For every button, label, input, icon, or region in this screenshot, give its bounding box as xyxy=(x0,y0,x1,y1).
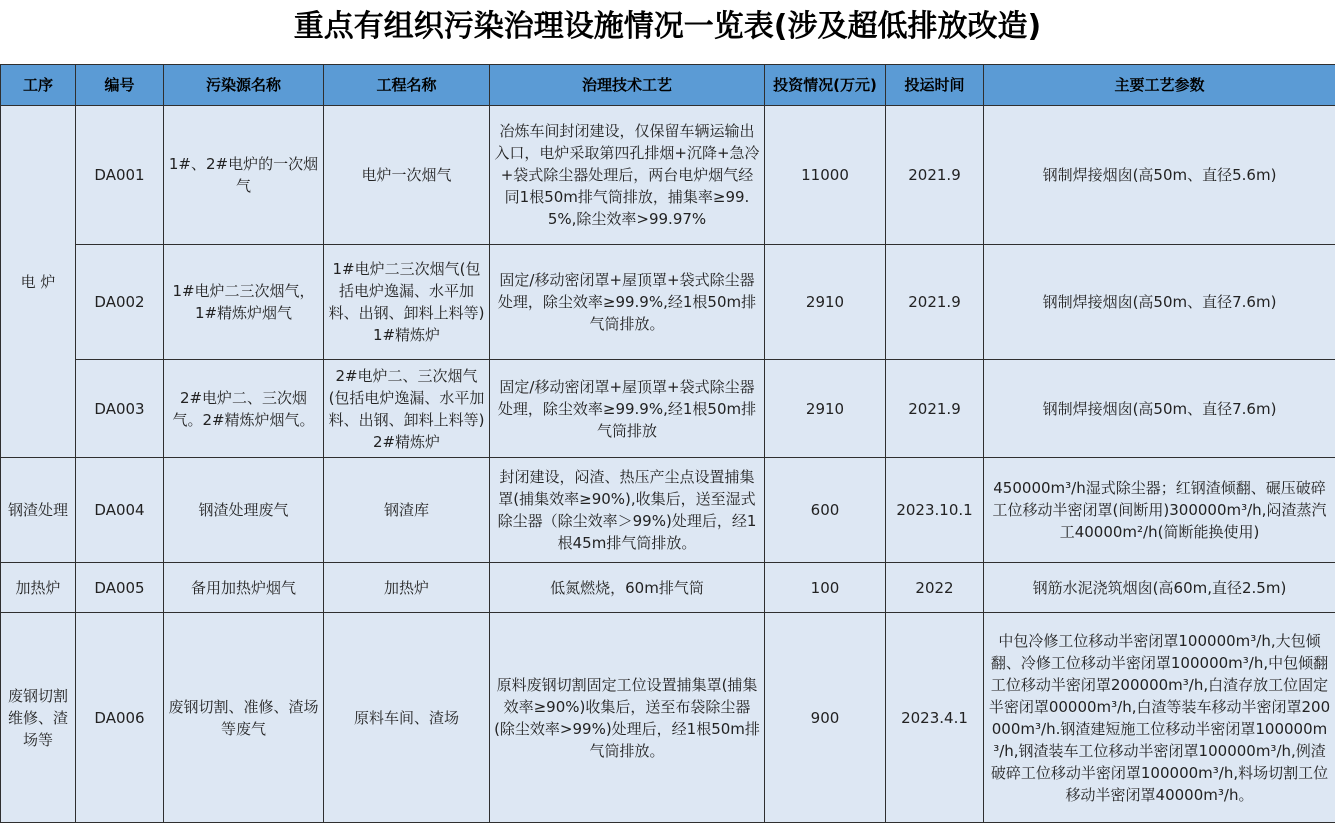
tech-cell: 固定/移动密闭罩+屋顶罩+袋式除尘器处理，除尘效率≥99.9%,经1根50m排气筒排放 xyxy=(490,360,765,458)
project-cell: 原料车间、渣场 xyxy=(324,613,490,823)
project-cell: 钢渣库 xyxy=(324,458,490,563)
params-cell: 450000m³/h湿式除尘器；红钢渣倾翻、碾压破碎工位移动半密闭罩(间断用)300000m³/h,闷渣蒸汽工40000m²/h(简断能换使用) xyxy=(984,458,1335,563)
header-process: 工序 xyxy=(1,65,76,106)
tech-cell: 封闭建设，闷渣、热压产尘点设置捕集罩(捕集效率≥90%),收集后，送至湿式除尘器（除尘效率＞99%)处理后，经1根45m排气筒排放。 xyxy=(490,458,765,563)
invest-cell: 900 xyxy=(765,613,886,823)
date-cell: 2023.10.1 xyxy=(886,458,984,563)
project-cell: 1#电炉二三次烟气(包括电炉逸漏、水平加料、出钢、卸料上料等)1#精炼炉 xyxy=(324,245,490,360)
tech-cell: 冶炼车间封闭建设，仅保留车辆运输出入口，电炉采取第四孔排烟+沉降+急冷+袋式除尘器处理后，两台电炉烟气经同1根50m排气筒排放，捕集率≥99.5%,除尘效率>99.97% xyxy=(490,106,765,245)
header-invest: 投资情况(万元) xyxy=(765,65,886,106)
code-cell: DA002 xyxy=(76,245,164,360)
process-cell: 加热炉 xyxy=(1,563,76,613)
source-cell: 钢渣处理废气 xyxy=(164,458,324,563)
params-cell: 钢制焊接烟囱(高50m、直径7.6m) xyxy=(984,245,1335,360)
invest-cell: 100 xyxy=(765,563,886,613)
header-date: 投运时间 xyxy=(886,65,984,106)
tech-cell: 原料废钢切割固定工位设置捕集罩(捕集效率≥90%)收集后，送至布袋除尘器(除尘效率>99%)处理后，经1根50m排气筒排放。 xyxy=(490,613,765,823)
params-cell: 中包冷修工位移动半密闭罩100000m³/h,大包倾翻、冷修工位移动半密闭罩100000m³/h,中包倾翻工位移动半密闭罩200000m³/h,白渣存放工位固定半密闭罩00000m³/h,白渣等装车移动半密闭罩200000m³/h.钢渣建短施工位移动半密闭罩100000m³/h,钢渣装车工位移动半密闭罩100000m³/h,例渣破碎工位移动半密闭罩100000m³/h,料场切割工位移动半密闭罩40000m³/h。 xyxy=(984,613,1335,823)
tech-cell: 低氮燃烧，60m排气筒 xyxy=(490,563,765,613)
params-cell: 钢制焊接烟囱(高50m、直径5.6m) xyxy=(984,106,1335,245)
process-cell: 废钢切割维修、渣场等 xyxy=(1,613,76,823)
date-cell: 2021.9 xyxy=(886,360,984,458)
project-cell: 加热炉 xyxy=(324,563,490,613)
page-title: 重点有组织污染治理设施情况一览表(涉及超低排放改造) xyxy=(0,0,1335,64)
process-cell: 电 炉 xyxy=(1,106,76,458)
code-cell: DA003 xyxy=(76,360,164,458)
code-cell: DA006 xyxy=(76,613,164,823)
facility-table xyxy=(0,64,1335,823)
source-cell: 废钢切割、准修、渣场等废气 xyxy=(164,613,324,823)
code-cell: DA004 xyxy=(76,458,164,563)
date-cell: 2021.9 xyxy=(886,245,984,360)
project-cell: 电炉一次烟气 xyxy=(324,106,490,245)
header-code: 编号 xyxy=(76,65,164,106)
invest-cell: 600 xyxy=(765,458,886,563)
table-row xyxy=(1,106,1335,245)
process-cell: 钢渣处理 xyxy=(1,458,76,563)
header-row xyxy=(1,65,1335,106)
table-row xyxy=(1,563,1335,613)
source-cell: 1#、2#电炉的一次烟气 xyxy=(164,106,324,245)
date-cell: 2021.9 xyxy=(886,106,984,245)
params-cell: 钢筋水泥浇筑烟囱(高60m,直径2.5m) xyxy=(984,563,1335,613)
invest-cell: 2910 xyxy=(765,360,886,458)
date-cell: 2023.4.1 xyxy=(886,613,984,823)
tech-cell: 固定/移动密闭罩+屋顶罩+袋式除尘器处理，除尘效率≥99.9%,经1根50m排气筒排放。 xyxy=(490,245,765,360)
header-source: 污染源名称 xyxy=(164,65,324,106)
header-tech: 治理技术工艺 xyxy=(490,65,765,106)
invest-cell: 2910 xyxy=(765,245,886,360)
table-row xyxy=(1,458,1335,563)
code-cell: DA005 xyxy=(76,563,164,613)
table-row xyxy=(1,245,1335,360)
source-cell: 1#电炉二三次烟气，1#精炼炉烟气 xyxy=(164,245,324,360)
date-cell: 2022 xyxy=(886,563,984,613)
project-cell: 2#电炉二、三次烟气(包括电炉逸漏、水平加料、出钢、卸料上料等)2#精炼炉 xyxy=(324,360,490,458)
header-params: 主要工艺参数 xyxy=(984,65,1335,106)
params-cell: 钢制焊接烟囱(高50m、直径7.6m) xyxy=(984,360,1335,458)
table-row xyxy=(1,613,1335,823)
code-cell: DA001 xyxy=(76,106,164,245)
invest-cell: 11000 xyxy=(765,106,886,245)
header-project: 工程名称 xyxy=(324,65,490,106)
source-cell: 2#电炉二、三次烟气。2#精炼炉烟气。 xyxy=(164,360,324,458)
source-cell: 备用加热炉烟气 xyxy=(164,563,324,613)
table-row xyxy=(1,360,1335,458)
